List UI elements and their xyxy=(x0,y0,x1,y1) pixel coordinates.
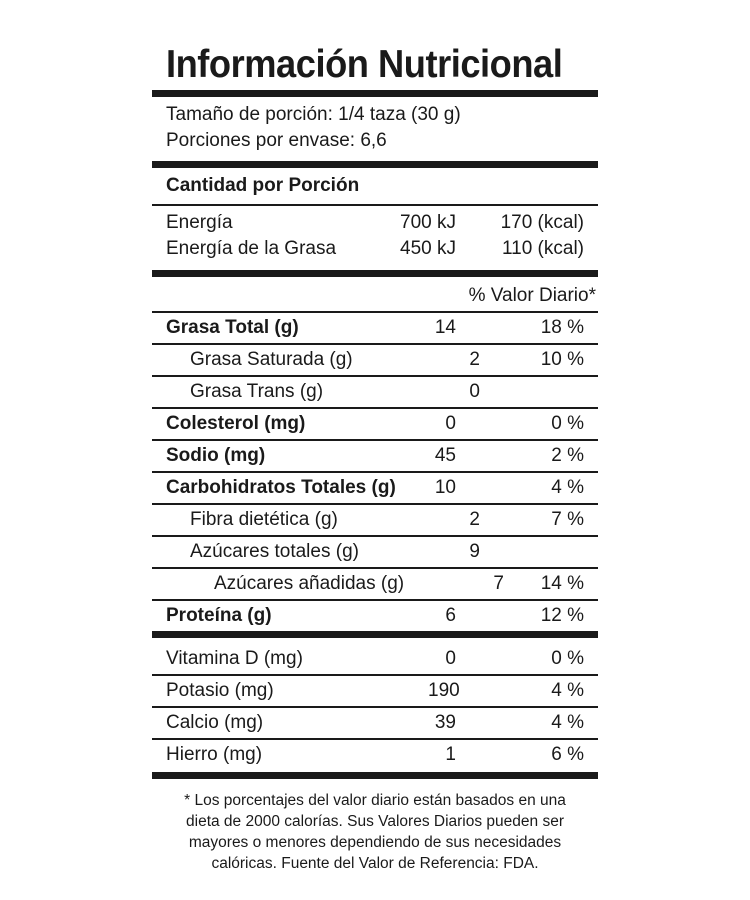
energy-kj: 700 kJ xyxy=(400,212,456,233)
nutrient-name: Grasa Total (g) xyxy=(166,317,299,338)
table-row xyxy=(152,740,598,770)
footnote-line: calóricas. Fuente del Valor de Referencia: FDA. xyxy=(211,855,539,872)
nutrient-amount: 6 xyxy=(445,605,456,626)
bottom-rule xyxy=(152,772,598,779)
amount-per-serving-header: Cantidad por Porción xyxy=(166,175,360,196)
table-row xyxy=(152,505,598,537)
nutrient-daily-value: 14 % xyxy=(540,573,584,594)
nutrient-amount: 0 xyxy=(445,413,456,434)
footnote-line: dieta de 2000 calorías. Sus Valores Diarios pueden ser xyxy=(186,813,564,830)
energy-section xyxy=(152,206,598,270)
table-row xyxy=(152,409,598,441)
micronutrient-amount: 1 xyxy=(445,744,456,765)
table-row xyxy=(152,644,598,676)
table-row xyxy=(152,441,598,473)
nutrient-amount: 45 xyxy=(434,445,456,466)
table-row xyxy=(152,345,598,377)
nutrient-amount: 0 xyxy=(469,381,480,402)
nutrition-facts-label xyxy=(152,40,598,779)
energy-kcal: 170 (kcal) xyxy=(500,212,584,233)
servings-per-container: Porciones por envase: 6,6 xyxy=(166,130,387,151)
nutrient-daily-value: 7 % xyxy=(551,509,584,530)
energy-row xyxy=(152,210,598,236)
table-row xyxy=(152,569,598,601)
serving-size: Tamaño de porción: 1/4 taza (30 g) xyxy=(166,104,461,125)
nutrient-name: Sodio (mg) xyxy=(166,445,266,466)
table-row xyxy=(152,676,598,708)
serving-rule xyxy=(152,161,598,168)
nutrient-daily-value: 10 % xyxy=(540,349,584,370)
nutrient-amount: 2 xyxy=(469,349,480,370)
nutrient-name: Azúcares totales (g) xyxy=(190,541,359,562)
micronutrient-daily-value: 4 % xyxy=(551,680,584,701)
footnote-line: * Los porcentajes del valor diario están basados en una xyxy=(184,792,566,809)
fat-energy-row xyxy=(152,236,598,262)
micronutrient-daily-value: 4 % xyxy=(551,712,584,733)
protein-rule xyxy=(152,631,598,638)
micronutrient-amount: 0 xyxy=(445,648,456,669)
nutrient-amount: 14 xyxy=(434,317,456,338)
serving-info xyxy=(152,97,598,161)
nutrient-daily-value: 12 % xyxy=(540,605,584,626)
table-row xyxy=(152,377,598,409)
nutrient-name: Azúcares añadidas (g) xyxy=(214,573,405,594)
nutrient-daily-value: 0 % xyxy=(551,413,584,434)
nutrient-name: Grasa Trans (g) xyxy=(190,381,324,402)
label-title: Información Nutricional xyxy=(166,43,563,86)
nutrient-daily-value: 2 % xyxy=(551,445,584,466)
micronutrient-name: Calcio (mg) xyxy=(166,712,264,733)
nutrient-amount: 9 xyxy=(469,541,480,562)
fat-energy-kj: 450 kJ xyxy=(400,238,456,259)
micronutrient-name: Hierro (mg) xyxy=(166,744,263,765)
energy-rule xyxy=(152,270,598,277)
table-row xyxy=(152,473,598,505)
table-row xyxy=(152,313,598,345)
nutrient-name: Proteína (g) xyxy=(166,605,272,626)
footnote-line: mayores o menores dependiendo de sus necesidades xyxy=(188,834,562,851)
micronutrient-amount: 39 xyxy=(434,712,456,733)
nutrient-name: Grasa Saturada (g) xyxy=(190,349,353,370)
nutrient-amount: 10 xyxy=(434,477,456,498)
nutrient-amount: 7 xyxy=(493,573,504,594)
micronutrient-daily-value: 0 % xyxy=(551,648,584,669)
table-row xyxy=(152,537,598,569)
micronutrient-name: Vitamina D (mg) xyxy=(166,648,303,669)
nutrient-amount: 2 xyxy=(469,509,480,530)
nutrient-name: Carbohidratos Totales (g) xyxy=(166,477,396,498)
nutrient-name: Fibra dietética (g) xyxy=(190,509,338,530)
daily-value-header xyxy=(152,281,598,313)
energy-name: Energía xyxy=(166,212,233,233)
daily-value-label: % Valor Diario* xyxy=(468,285,596,306)
footnote xyxy=(152,790,598,874)
nutrient-daily-value: 18 % xyxy=(540,317,584,338)
micronutrient-table xyxy=(152,644,598,770)
table-row xyxy=(152,601,598,631)
nutrient-daily-value: 4 % xyxy=(551,477,584,498)
table-row xyxy=(152,708,598,740)
micronutrient-name: Potasio (mg) xyxy=(166,680,274,701)
fat-energy-kcal: 110 (kcal) xyxy=(501,238,584,259)
micronutrient-daily-value: 6 % xyxy=(551,744,584,765)
title-rule xyxy=(152,90,598,97)
micronutrient-amount: 190 xyxy=(428,680,460,701)
fat-energy-name: Energía de la Grasa xyxy=(166,238,337,259)
nutrient-table xyxy=(152,313,598,631)
nutrient-name: Colesterol (mg) xyxy=(166,413,306,434)
